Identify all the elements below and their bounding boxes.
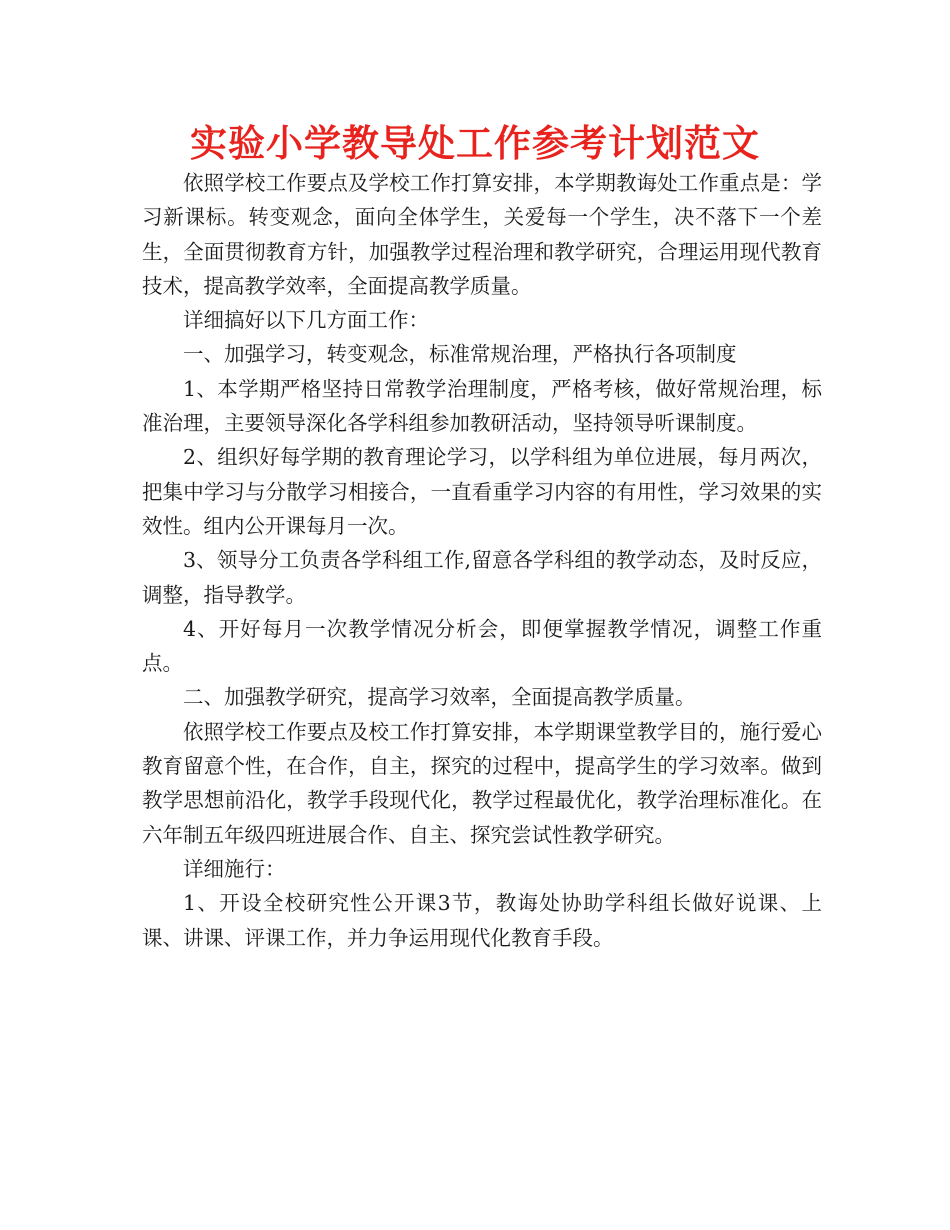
section-heading-2: 二、加强教学研究，提高学习效率，全面提高教学质量。 bbox=[183, 685, 696, 710]
paragraph-item-1-1: 1、本学期严格坚持日常教学治理制度，严格考核，做好常规治理，标准治理，主要领导深化各学科组参加教研活动，坚持领导听课制度。 bbox=[142, 376, 822, 436]
paragraph-work-list-lead: 详细搞好以下几方面工作： bbox=[183, 308, 429, 333]
paragraph-section-2-intro: 依照学校工作要点及校工作打算安排，本学期课堂教学目的，施行爱心教育留意个性，在合作，自主，探究的过程中，提高学生的学习效率。做到教学思想前沿化，教学手段现代化，教学过程最优化，教学治理标准化。在六年制五年级四班进展合作、自主、探究尝试性教学研究。 bbox=[142, 719, 822, 847]
paragraph-item-1-4: 4、开好每月一次教学情况分析会，即便掌握教学情况，调整工作重点。 bbox=[142, 616, 822, 676]
paragraph-implementation-lead: 详细施行： bbox=[183, 856, 286, 881]
paragraph-item-1-3: 3、领导分工负责各学科组工作,留意各学科组的教学动态，及时反应，调整，指导教学。 bbox=[142, 548, 822, 607]
document-title: 实验小学教导处工作参考计划范文 bbox=[190, 122, 760, 165]
document-body bbox=[142, 166, 822, 955]
paragraph-item-2-1: 1、开设全校研究性公开课3节，教诲处协助学科组长做好说课、上课、讲课、评课工作，并力争运用现代化教育手段。 bbox=[142, 891, 822, 950]
paragraph-intro: 依照学校工作要点及学校工作打算安排，本学期教诲处工作重点是：学习新课标。转变观念，面向全体学生，关爱每一个学生，决不落下一个差生，全面贯彻教育方针，加强教学过程治理和教学研究，合理运用现代教育技术，提高教学效率，全面提高教学质量。 bbox=[142, 171, 822, 298]
paragraph-item-1-2: 2、组织好每学期的教育理论学习，以学科组为单位进展，每月两次，把集中学习与分散学习相接合，一直看重学习内容的有用性，学习效果的实效性。组内公开课每月一次。 bbox=[142, 445, 822, 538]
section-heading-1: 一、加强学习，转变观念，标准常规治理，严格执行各项制度 bbox=[183, 342, 737, 367]
